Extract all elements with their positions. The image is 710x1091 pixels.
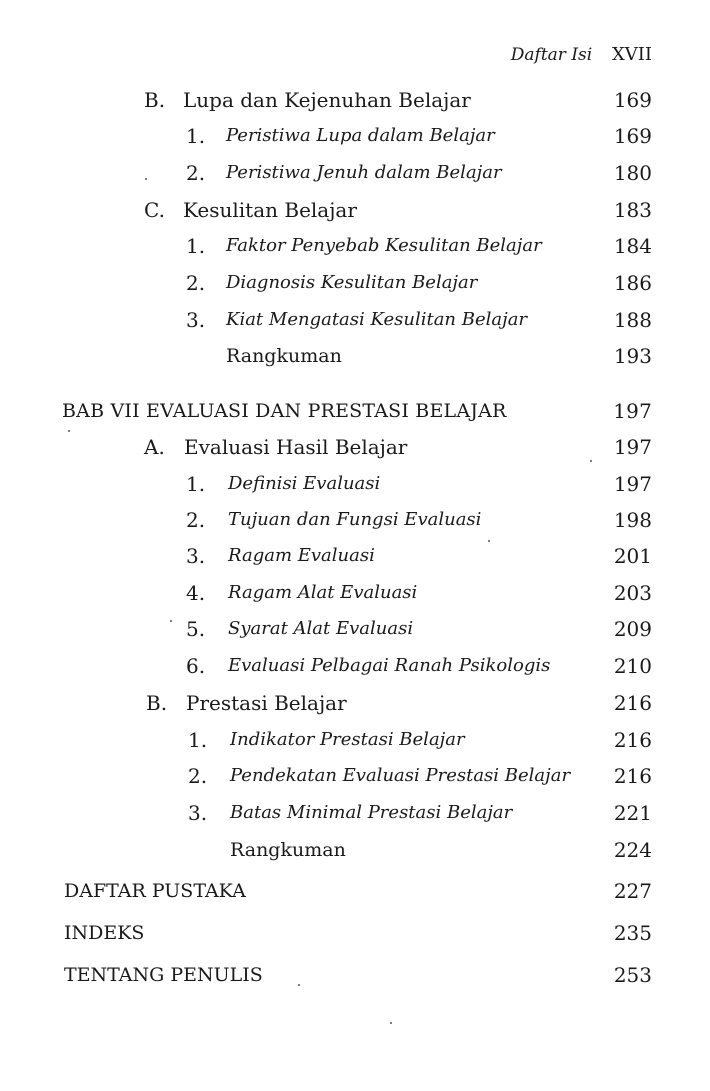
toc-entry-label: Evaluasi Pelbagai Ranah Psikologis [228,655,551,676]
toc-entry-page: 186 [613,271,652,295]
toc-subentry [0,268,710,298]
toc-subentry [0,798,710,828]
toc-entry-number: C. [144,198,165,222]
toc-entry-page: 201 [613,544,652,568]
toc-subentry [0,121,710,151]
toc-entry-page: 197 [613,435,652,459]
toc-backmatter-entry [0,918,710,948]
scan-speck [145,178,147,180]
toc-section-entry [0,432,710,462]
toc-entry-label: Kesulitan Belajar [183,198,357,222]
toc-subentry [0,614,710,644]
toc-entry-label: Diagnosis Kesulitan Belajar [226,272,478,293]
toc-entry-page: 169 [613,88,652,112]
scan-speck [170,620,172,622]
toc-entry-label: Ragam Evaluasi [228,545,375,566]
toc-entry-page: 224 [613,838,652,862]
toc-entry-page: 197 [613,472,652,496]
toc-entry-label: Rangkuman [230,839,346,861]
toc-subentry [0,578,710,608]
toc-subentry [0,305,710,335]
toc-entry-label: Pendekatan Evaluasi Prestasi Belajar [230,765,571,786]
toc-entry-page: 221 [613,801,652,825]
toc-entry-label: Peristiwa Jenuh dalam Belajar [226,162,502,183]
toc-entry-number: 3. [188,801,208,825]
toc-entry-page: 235 [613,921,652,945]
toc-entry-label: Lupa dan Kejenuhan Belajar [183,88,471,112]
toc-entry-label: Faktor Penyebab Kesulitan Belajar [226,235,542,256]
toc-entry-page: 227 [613,879,652,903]
toc-subentry [0,541,710,571]
toc-entry-number: 5. [186,617,206,641]
toc-entry-label: Indikator Prestasi Belajar [230,729,465,750]
toc-entry-number: 2. [186,508,206,532]
toc-entry-page: 216 [613,764,652,788]
toc-chapter-label: BAB VII EVALUASI DAN PRESTASI BELAJAR [62,400,507,422]
toc-chapter-entry [0,396,710,426]
toc-entry-number: 3. [186,544,206,568]
toc-entry-page: 209 [613,617,652,641]
toc-subentry [0,725,710,755]
toc-entry-page: 184 [613,234,652,258]
toc-entry-label: Batas Minimal Prestasi Belajar [230,802,513,823]
toc-entry-page: 198 [613,508,652,532]
toc-entry-page: 169 [613,124,652,148]
scan-speck [68,430,70,432]
toc-entry-label: Rangkuman [226,345,342,367]
scan-speck [390,1022,392,1024]
toc-backmatter-entry [0,876,710,906]
toc-subentry [0,505,710,535]
toc-backmatter-entry [0,960,710,990]
toc-entry-number: 1. [188,728,208,752]
toc-summary-entry [0,341,710,371]
toc-entry-label: Syarat Alat Evaluasi [228,618,414,639]
toc-entry-number: 1. [186,124,206,148]
toc-entry-label: Peristiwa Lupa dalam Belajar [226,125,495,146]
scan-speck [488,540,490,542]
toc-entry-page: 180 [613,161,652,185]
toc-entry-number: A. [144,435,165,459]
running-header [511,44,652,65]
toc-section-entry [0,85,710,115]
toc-entry-label: Prestasi Belajar [186,691,347,715]
toc-entry-label: Tujuan dan Fungsi Evaluasi [228,509,482,530]
toc-section-entry [0,688,710,718]
running-header-title: Daftar Isi [510,45,593,65]
scan-speck [590,460,592,462]
toc-entry-label: Kiat Mengatasi Kesulitan Belajar [226,309,528,330]
toc-entry-page: 183 [613,198,652,222]
toc-entry-page: 188 [613,308,652,332]
toc-subentry [0,158,710,188]
toc-entry-page: 203 [613,581,652,605]
toc-entry-number: 2. [188,764,208,788]
toc-summary-entry [0,835,710,865]
toc-section-entry [0,195,710,225]
toc-entry-page: 197 [613,399,652,423]
toc-subentry [0,469,710,499]
scan-speck [298,984,300,986]
toc-entry-label: INDEKS [64,922,145,944]
toc-entry-page: 253 [613,963,652,987]
toc-entry-label: Ragam Alat Evaluasi [228,582,418,603]
toc-entry-label: Evaluasi Hasil Belajar [184,435,408,459]
toc-entry-number: 3. [186,308,206,332]
toc-entry-page: 193 [613,344,652,368]
toc-entry-number: 2. [186,161,206,185]
toc-entry-number: B. [144,88,166,112]
toc-subentry [0,651,710,681]
toc-subentry [0,761,710,791]
toc-entry-page: 216 [613,728,652,752]
toc-entry-number: 1. [186,472,206,496]
toc-entry-number: B. [146,691,168,715]
toc-entry-page: 210 [613,654,652,678]
toc-entry-label: TENTANG PENULIS [64,964,263,986]
toc-subentry [0,231,710,261]
toc-entry-label: DAFTAR PUSTAKA [64,880,246,902]
toc-entry-label: Definisi Evaluasi [228,473,381,494]
toc-entry-number: 4. [186,581,206,605]
toc-entry-page: 216 [613,691,652,715]
toc-entry-number: 1. [186,234,206,258]
toc-entry-number: 6. [186,654,206,678]
running-header-page-number: XVII [611,44,652,65]
toc-entry-number: 2. [186,271,206,295]
